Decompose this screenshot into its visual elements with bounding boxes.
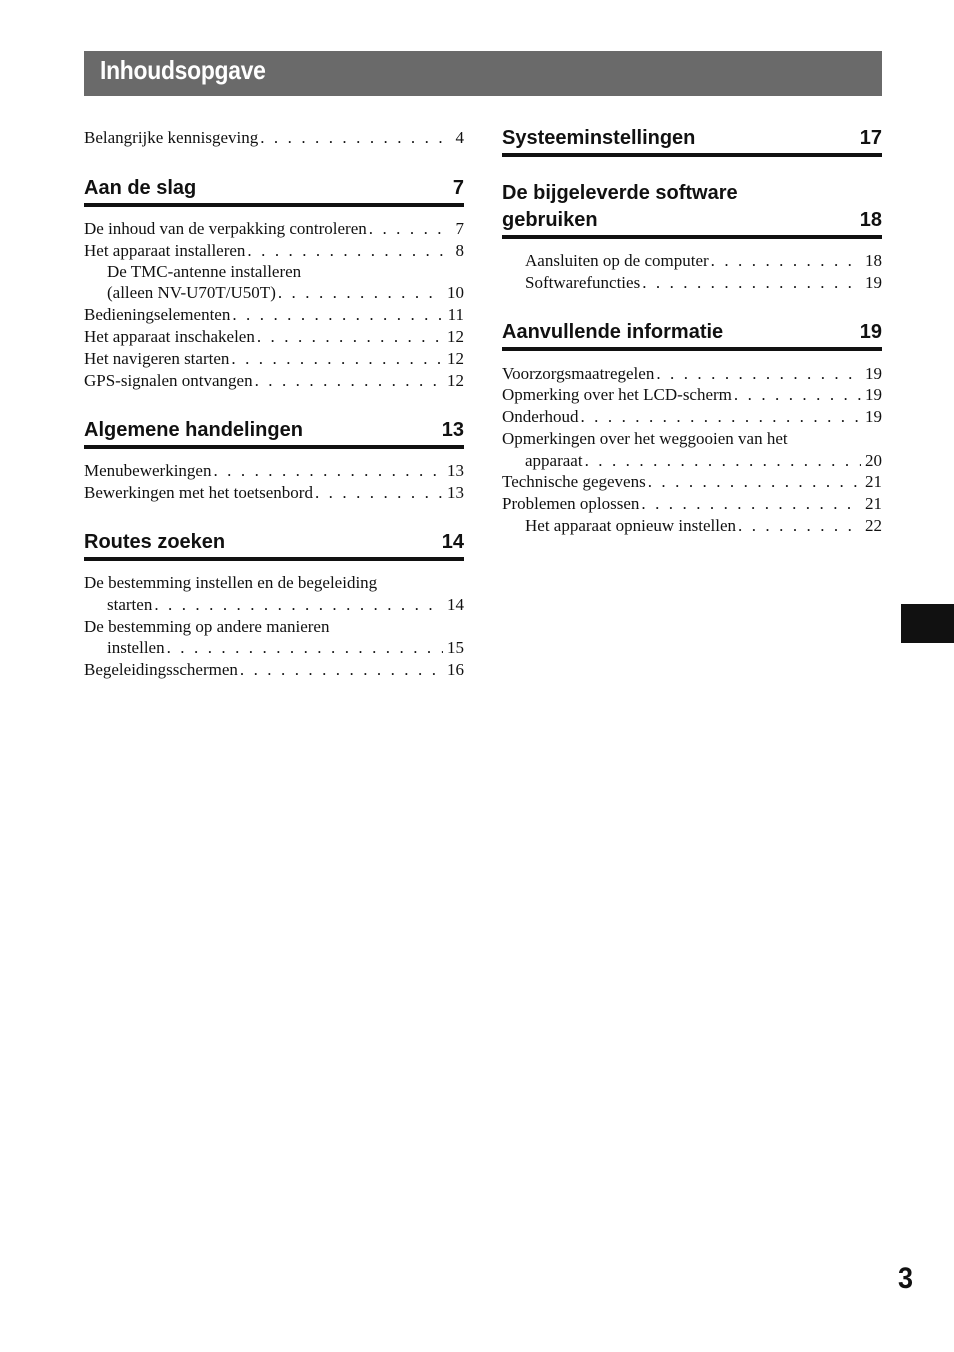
toc-entry[interactable]: [84, 460, 464, 481]
section-rule: [502, 235, 882, 239]
toc-entry[interactable]: [84, 348, 464, 369]
toc-entry-page: 22: [865, 516, 882, 535]
toc-entry-label: Het apparaat installeren: [84, 241, 246, 260]
toc-entry-page: 13: [447, 461, 464, 480]
side-tab-marker: [901, 604, 954, 643]
section-heading-text: Aan de slag: [84, 177, 197, 199]
toc-entry-label: Bedieningselementen: [84, 305, 231, 324]
section-heading[interactable]: [502, 319, 882, 346]
toc-subentry[interactable]: [107, 282, 464, 303]
toc-entry-page: 21: [865, 472, 882, 491]
leader-dots: [642, 272, 861, 293]
toc-subentry[interactable]: [525, 250, 882, 271]
toc-subentry-line: De TMC-antenne installeren: [107, 262, 302, 281]
toc-entry[interactable]: [502, 406, 882, 427]
toc-entry-page: 19: [865, 385, 882, 404]
toc-entry[interactable]: [84, 659, 464, 680]
toc-entry-label: starten: [107, 595, 153, 614]
section-heading-page: 18: [859, 209, 882, 231]
leader-dots: [231, 348, 443, 369]
toc-entry-label: apparaat: [525, 451, 583, 470]
toc-entry-label: Het apparaat inschakelen: [84, 327, 255, 346]
section-heading-text: Aanvullende informatie: [502, 321, 724, 343]
section-heading[interactable]: [84, 175, 464, 202]
section-heading-page: 19: [859, 321, 882, 343]
section-rule: [84, 557, 464, 561]
section-rule: [84, 203, 464, 207]
leader-dots: [213, 460, 443, 481]
section-heading-page: 13: [441, 419, 464, 441]
toc-entry[interactable]: [84, 326, 464, 347]
toc-entry[interactable]: [84, 304, 464, 325]
toc-entry-page: 21: [865, 494, 882, 513]
page-title: Inhoudsopgave: [100, 55, 266, 85]
leader-dots: [580, 406, 861, 427]
toc-entry[interactable]: [525, 450, 882, 471]
leader-dots: [641, 493, 861, 514]
toc-entry-page: 7: [455, 219, 464, 238]
toc-entry-label: Voorzorgsmaatregelen: [502, 364, 655, 383]
toc-entry[interactable]: [502, 384, 882, 405]
section-heading-page: 7: [452, 177, 464, 199]
section-heading-line: [502, 180, 882, 207]
toc-entry-label: Opmerking over het LCD-scherm: [502, 385, 732, 404]
leader-dots: [369, 218, 452, 239]
toc-entry-page: 13: [447, 483, 464, 502]
leader-dots: [278, 282, 443, 303]
toc-entry-label: Aansluiten op de computer: [525, 251, 709, 270]
toc-entry-label: De inhoud van de verpakking controleren: [84, 219, 367, 238]
toc-subentry[interactable]: [525, 272, 882, 293]
leader-dots: [711, 250, 861, 271]
leader-dots: [734, 384, 861, 405]
section-rule: [502, 153, 882, 157]
toc-entry-page: 19: [865, 407, 882, 426]
toc-entry[interactable]: [84, 482, 464, 503]
toc-entry-label: Bewerkingen met het toetsenbord: [84, 483, 313, 502]
section-heading-page: 14: [441, 531, 464, 553]
toc-entry[interactable]: [107, 637, 464, 658]
leader-dots: [255, 370, 443, 391]
toc-entry-page: 19: [865, 273, 882, 292]
toc-entry-page: 4: [455, 128, 464, 147]
toc-entry-label: Softwarefuncties: [525, 273, 641, 292]
toc-entry-page: 8: [455, 241, 464, 260]
section-heading-text: De bijgeleverde software: [502, 182, 738, 204]
toc-entry-page: 11: [447, 305, 464, 324]
toc-entry[interactable]: [107, 594, 464, 615]
section-heading-text: Systeeminstellingen: [502, 127, 696, 149]
toc-entry-page: 12: [447, 349, 464, 368]
toc-entry-label: Begeleidingsschermen: [84, 660, 238, 679]
leader-dots: [167, 637, 443, 658]
toc-entry[interactable]: [502, 363, 882, 384]
toc-entry-page: 15: [447, 638, 464, 657]
leader-dots: [247, 240, 451, 261]
toc-entry[interactable]: [502, 471, 882, 492]
toc-entry-label: Het navigeren starten: [84, 349, 230, 368]
toc-entry-page: 14: [447, 595, 464, 614]
leader-dots: [585, 450, 861, 471]
section-heading-text: gebruiken: [502, 209, 598, 231]
toc-entry-label: GPS-signalen ontvangen: [84, 371, 253, 390]
toc-entry-line: De bestemming instellen en de begeleiding: [84, 573, 378, 592]
toc-entry[interactable]: [84, 218, 464, 239]
section-rule: [84, 445, 464, 449]
leader-dots: [738, 515, 861, 536]
toc-entry-label: Onderhoud: [502, 407, 579, 426]
toc-entry-label: (alleen NV-U70T/U50T): [107, 283, 276, 302]
toc-entry-label: Menubewerkingen: [84, 461, 212, 480]
section-heading[interactable]: [84, 529, 464, 556]
section-rule: [502, 347, 882, 351]
leader-dots: [257, 326, 443, 347]
toc-entry-label: Technische gegevens: [502, 472, 646, 491]
toc-entry[interactable]: [502, 493, 882, 514]
toc-entry-label: Belangrijke kennisgeving: [84, 128, 259, 147]
toc-entry-page: 12: [447, 371, 464, 390]
leader-dots: [648, 471, 861, 492]
leader-dots: [315, 482, 443, 503]
toc-entry[interactable]: [84, 127, 464, 148]
toc-entry-label: instellen: [107, 638, 165, 657]
leader-dots: [260, 127, 451, 148]
toc-subentry[interactable]: [525, 515, 882, 536]
section-heading[interactable]: [502, 207, 882, 234]
toc-entry-page: 10: [447, 283, 464, 302]
toc-entry-page: 16: [447, 660, 464, 679]
toc-entry-page: 12: [447, 327, 464, 346]
toc-entry-label: Problemen oplossen: [502, 494, 640, 513]
toc-entry-label: Het apparaat opnieuw instellen: [525, 516, 737, 535]
leader-dots: [154, 594, 443, 615]
toc-entry-page: 19: [865, 364, 882, 383]
leader-dots: [656, 363, 861, 384]
toc-entry[interactable]: [84, 240, 464, 261]
page-number: 3: [898, 1262, 914, 1295]
toc-entry-page: 20: [865, 451, 882, 470]
title-bar: [84, 51, 882, 96]
section-heading[interactable]: [502, 125, 882, 152]
section-heading[interactable]: [84, 417, 464, 444]
section-heading-text: Algemene handelingen: [84, 419, 303, 441]
section-heading-text: Routes zoeken: [84, 531, 226, 553]
leader-dots: [240, 659, 443, 680]
section-heading-page: 17: [859, 127, 882, 149]
toc-entry-line: De bestemming op andere manieren: [84, 617, 330, 636]
toc-entry-line: Opmerkingen over het weggooien van het: [502, 429, 788, 448]
leader-dots: [232, 304, 443, 325]
toc-entry-page: 18: [865, 251, 882, 270]
toc-entry[interactable]: [84, 370, 464, 391]
